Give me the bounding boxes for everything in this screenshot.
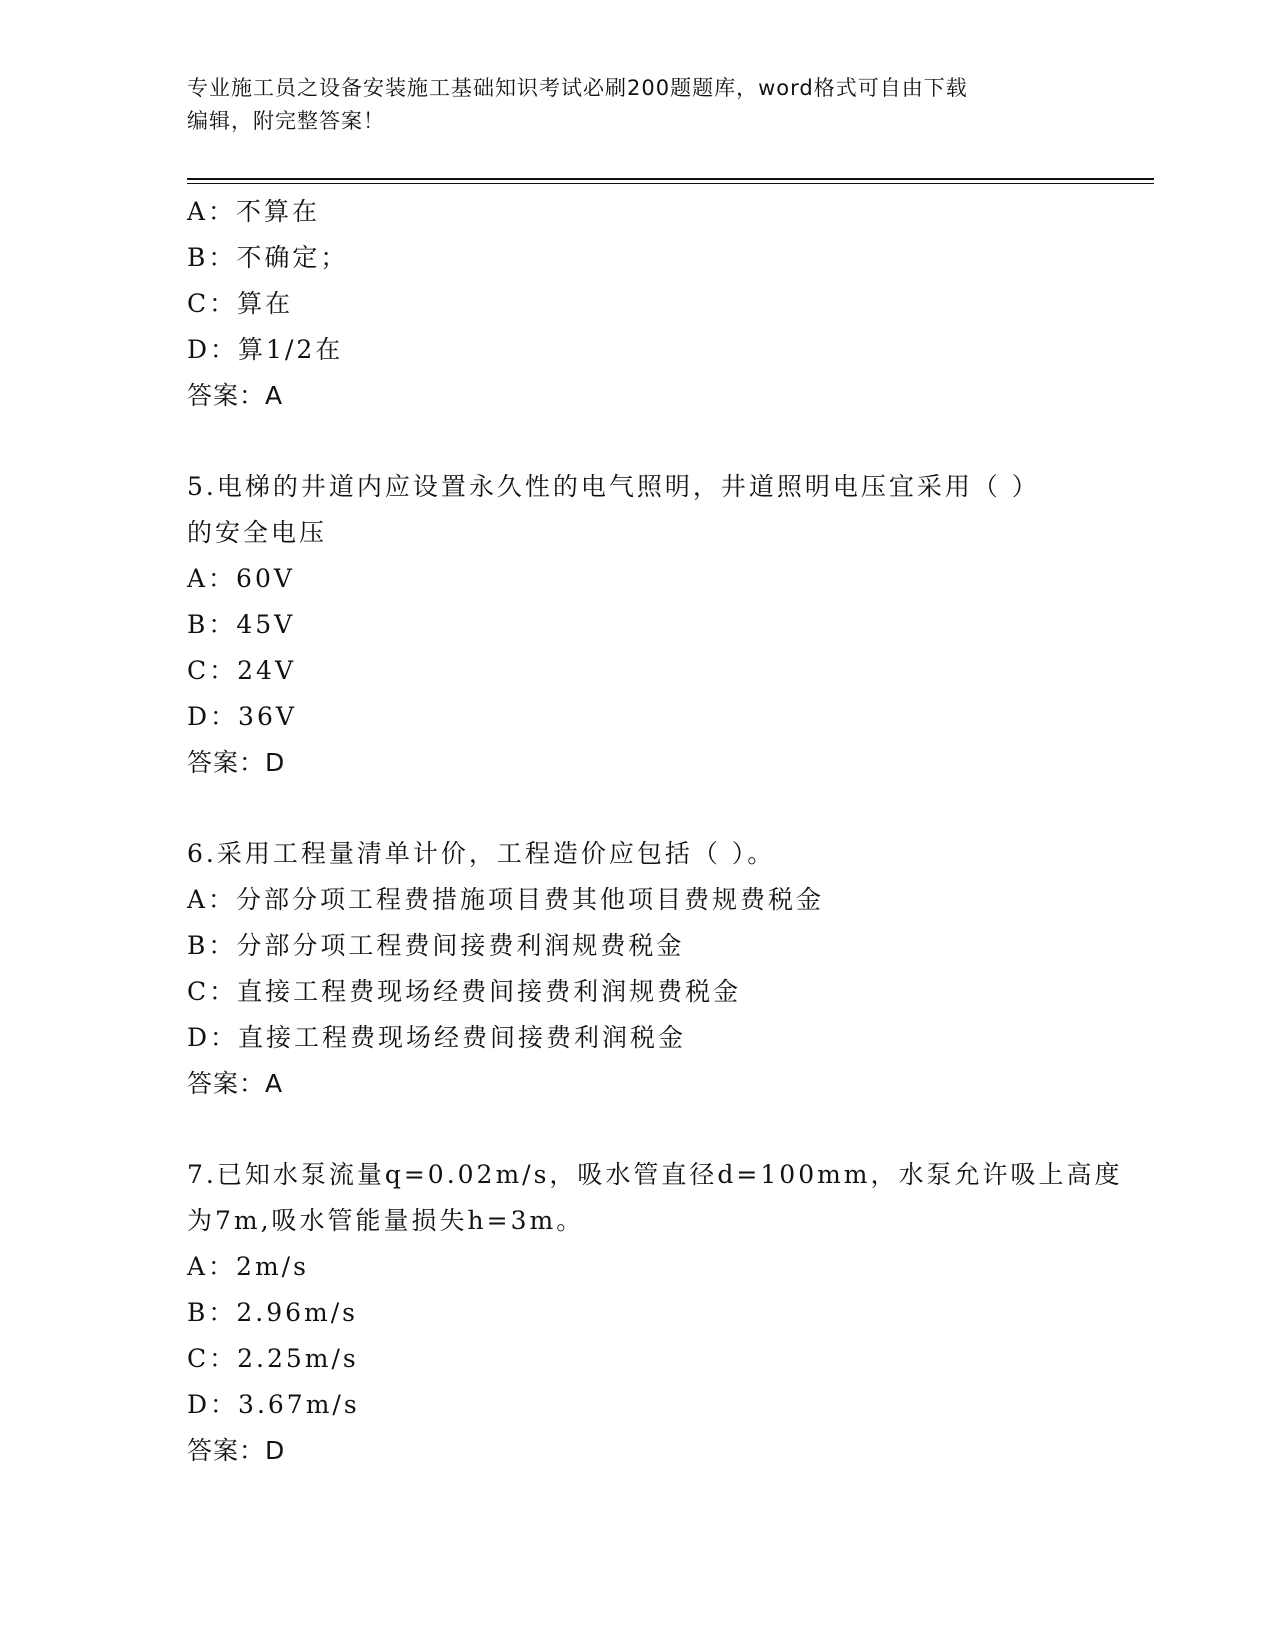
option-d: D：36V bbox=[187, 702, 297, 731]
header-line-2: 编辑，附完整答案！ bbox=[187, 109, 385, 133]
option-c: C：直接工程费现场经费间接费利润规费税金 bbox=[187, 977, 742, 1006]
question-6 bbox=[187, 831, 1087, 1107]
question-5 bbox=[187, 464, 1087, 786]
question-stem-line-1: 5.电梯的井道内应设置永久性的电气照明，井道照明电压宜采用（ ） bbox=[187, 472, 1040, 501]
spacer bbox=[187, 786, 1087, 831]
answer: 答案：D bbox=[187, 1436, 286, 1465]
option-b: B：2.96m/s bbox=[187, 1298, 358, 1327]
header-line-1: 专业施工员之设备安装施工基础知识考试必刷200题题库，word格式可自由下载 bbox=[187, 76, 968, 100]
question-stem-line-2: 为7m,吸水管能量损失h=3m。 bbox=[187, 1206, 585, 1235]
option-c: C：算在 bbox=[187, 289, 294, 318]
question-4 bbox=[187, 189, 1087, 419]
option-b: B：分部分项工程费间接费利润规费税金 bbox=[187, 931, 685, 960]
option-b: B：不确定； bbox=[187, 243, 349, 272]
question-stem-line-1: 6.采用工程量清单计价，工程造价应包括（ ）。 bbox=[187, 839, 776, 868]
option-a: A：不算在 bbox=[187, 197, 321, 226]
question-stem-line-1: 7.已知水泵流量q=0.02m/s，吸水管直径d=100mm，水泵允许吸上高度 bbox=[187, 1160, 1123, 1189]
option-d: D：3.67m/s bbox=[187, 1390, 360, 1419]
question-7 bbox=[187, 1152, 1123, 1474]
document-header bbox=[187, 72, 1067, 138]
option-b: B：45V bbox=[187, 610, 296, 639]
option-d: D：直接工程费现场经费间接费利润税金 bbox=[187, 1023, 687, 1052]
answer: 答案：A bbox=[187, 1069, 284, 1098]
spacer bbox=[187, 1107, 1087, 1152]
header-divider-thin bbox=[187, 183, 1154, 184]
answer: 答案：A bbox=[187, 381, 284, 410]
header-divider-thick bbox=[187, 178, 1154, 180]
option-a: A：2m/s bbox=[187, 1252, 309, 1281]
question-stem-line-2: 的安全电压 bbox=[187, 518, 328, 547]
option-c: C：2.25m/s bbox=[187, 1344, 359, 1373]
option-a: A：60V bbox=[187, 564, 295, 593]
option-c: C：24V bbox=[187, 656, 296, 685]
question-list bbox=[187, 189, 1123, 1474]
answer: 答案：D bbox=[187, 748, 286, 777]
spacer bbox=[187, 419, 1087, 464]
option-a: A：分部分项工程费措施项目费其他项目费规费税金 bbox=[187, 885, 825, 914]
option-d: D：算1/2在 bbox=[187, 335, 344, 364]
